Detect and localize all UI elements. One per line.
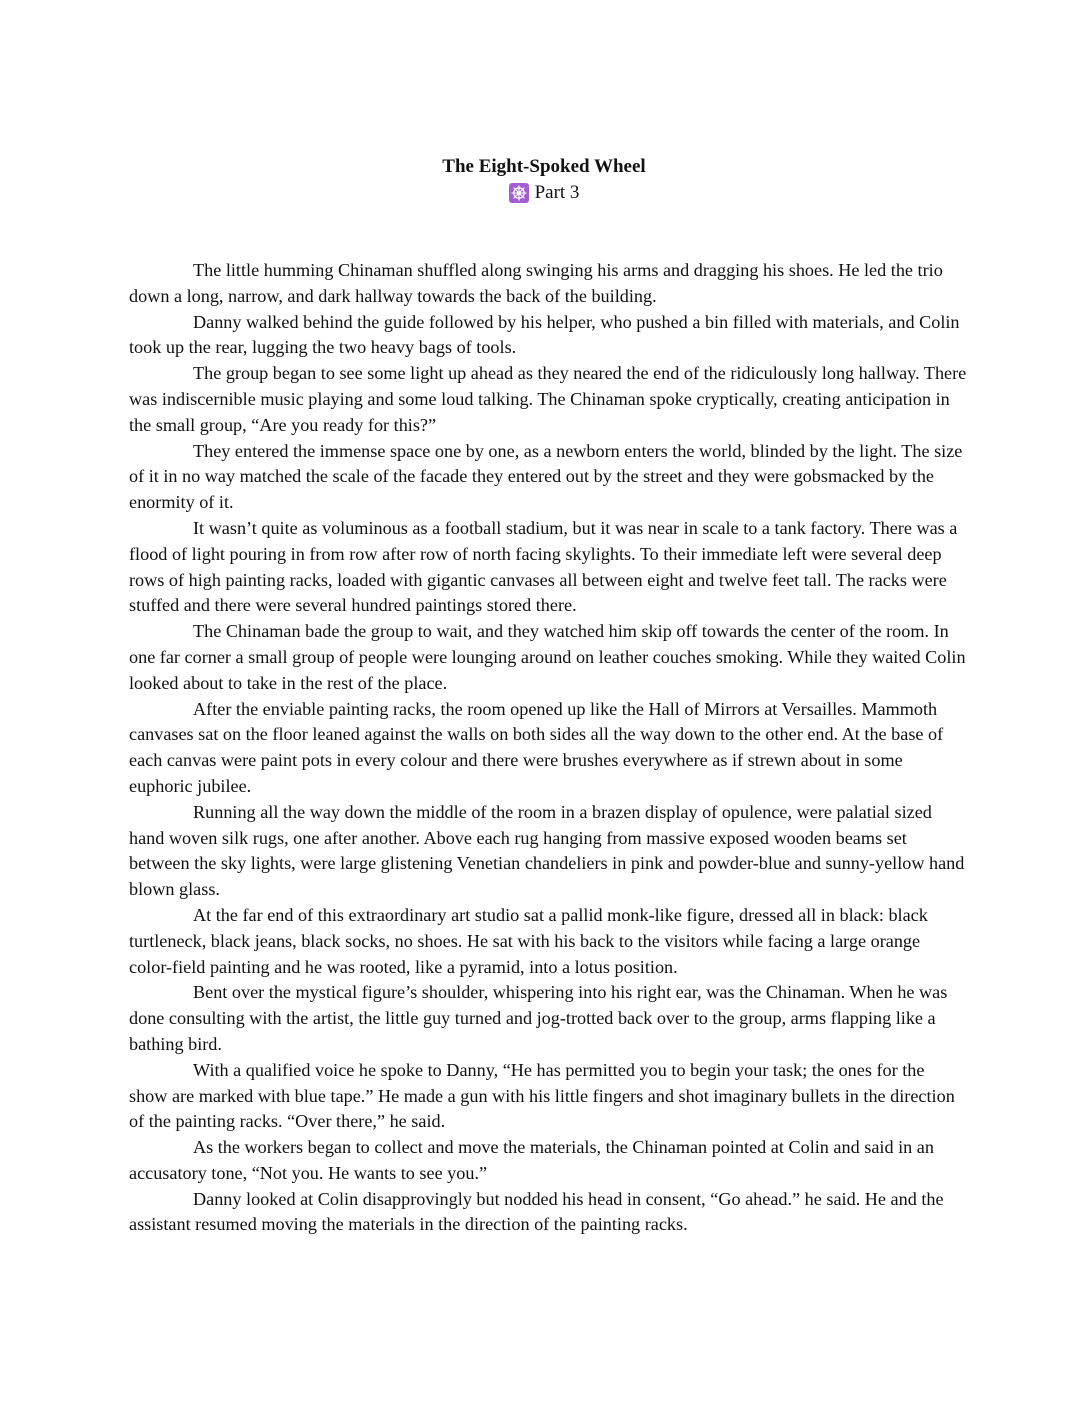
paragraph: As the workers began to collect and move the materials, the Chinaman pointed at Colin and said in an accusatory tone, “Not you. He wants to see you.” xyxy=(129,1137,934,1183)
title-block xyxy=(0,154,1088,206)
wheel-of-dharma-icon xyxy=(509,183,529,203)
part-label: Part 3 xyxy=(534,182,580,203)
paragraph: Danny looked at Colin disapprovingly but nodded his head in consent, “Go ahead.” he said. He and the assistant resumed moving the materials in the direction of the painting racks. xyxy=(129,1188,944,1235)
story-body xyxy=(129,258,967,1238)
paragraph: The little humming Chinaman shuffled along swinging his arms and dragging his shoes. He led the trio down a long, narrow, and dark hallway towards the back of the building. xyxy=(129,260,943,306)
paragraph: They entered the immense space one by one, as a newborn enters the world, blinded by the light. The size of it in no way matched the scale of the facade they entered out by the street and they were gobsmacked by the enormity of it. xyxy=(129,440,963,513)
document-subtitle xyxy=(0,180,1088,206)
paragraph: It wasn’t quite as voluminous as a football stadium, but it was near in scale to a tank factory. There was a flood of light pouring in from row after row of north facing skylights. To their immediate left were several deep rows of high painting racks, loaded with gigantic canvases all between eight and twelve feet tall. The racks were stuffed and there were several hundred paintings stored there. xyxy=(129,517,958,616)
paragraph: Running all the way down the middle of the room in a brazen display of opulence, were palatial sized hand woven silk rugs, one after another. Above each rug hanging from massive exposed wooden beams set between the sky lights, were large glistening Venetian chandeliers in pink and powder-blue and sunny-yellow hand blown glass. xyxy=(129,801,965,900)
paragraph: With a qualified voice he spoke to Danny, “He has permitted you to begin your task; the ones for the show are marked with blue tape.” He made a gun with his little fingers and shot imaginary bullets in the direction of the painting racks. “Over there,” he said. xyxy=(129,1059,955,1132)
document-title: The Eight-Spoked Wheel xyxy=(442,156,646,177)
paragraph: Danny walked behind the guide followed by his helper, who pushed a bin filled with materials, and Colin took up the rear, lugging the two heavy bags of tools. xyxy=(129,311,960,358)
paragraph: The group began to see some light up ahead as they neared the end of the ridiculously long hallway. There was indiscernible music playing and some loud talking. The Chinaman spoke cryptically, creating anticipation in the small group, “Are you ready for this?” xyxy=(129,363,967,435)
paragraph: At the far end of this extraordinary art studio sat a pallid monk-like figure, dressed all in black: black turtleneck, black jeans, black socks, no shoes. He sat with his back to the visitors while facing a large orange color-field painting and he was rooted, like a pyramid, into a lotus position. xyxy=(129,904,928,977)
paragraph: After the enviable painting racks, the room opened up like the Hall of Mirrors at Versailles. Mammoth canvases sat on the floor leaned against the walls on both sides all the way down to the other end. At the base of each canvas were paint pots in every colour and there were brushes everywhere as if strewn about in some euphoric jubilee. xyxy=(129,698,944,796)
paragraph: The Chinaman bade the group to wait, and they watched him skip off towards the center of the room. In one far corner a small group of people were lounging around on leather couches smoking. While they waited Colin looked about to take in the rest of the place. xyxy=(129,621,966,693)
paragraph: Bent over the mystical figure’s shoulder, whispering into his right ear, was the Chinaman. When he was done consulting with the artist, the little guy turned and jog-trotted back over to the group, arms flapping like a bathing bird. xyxy=(129,982,948,1054)
